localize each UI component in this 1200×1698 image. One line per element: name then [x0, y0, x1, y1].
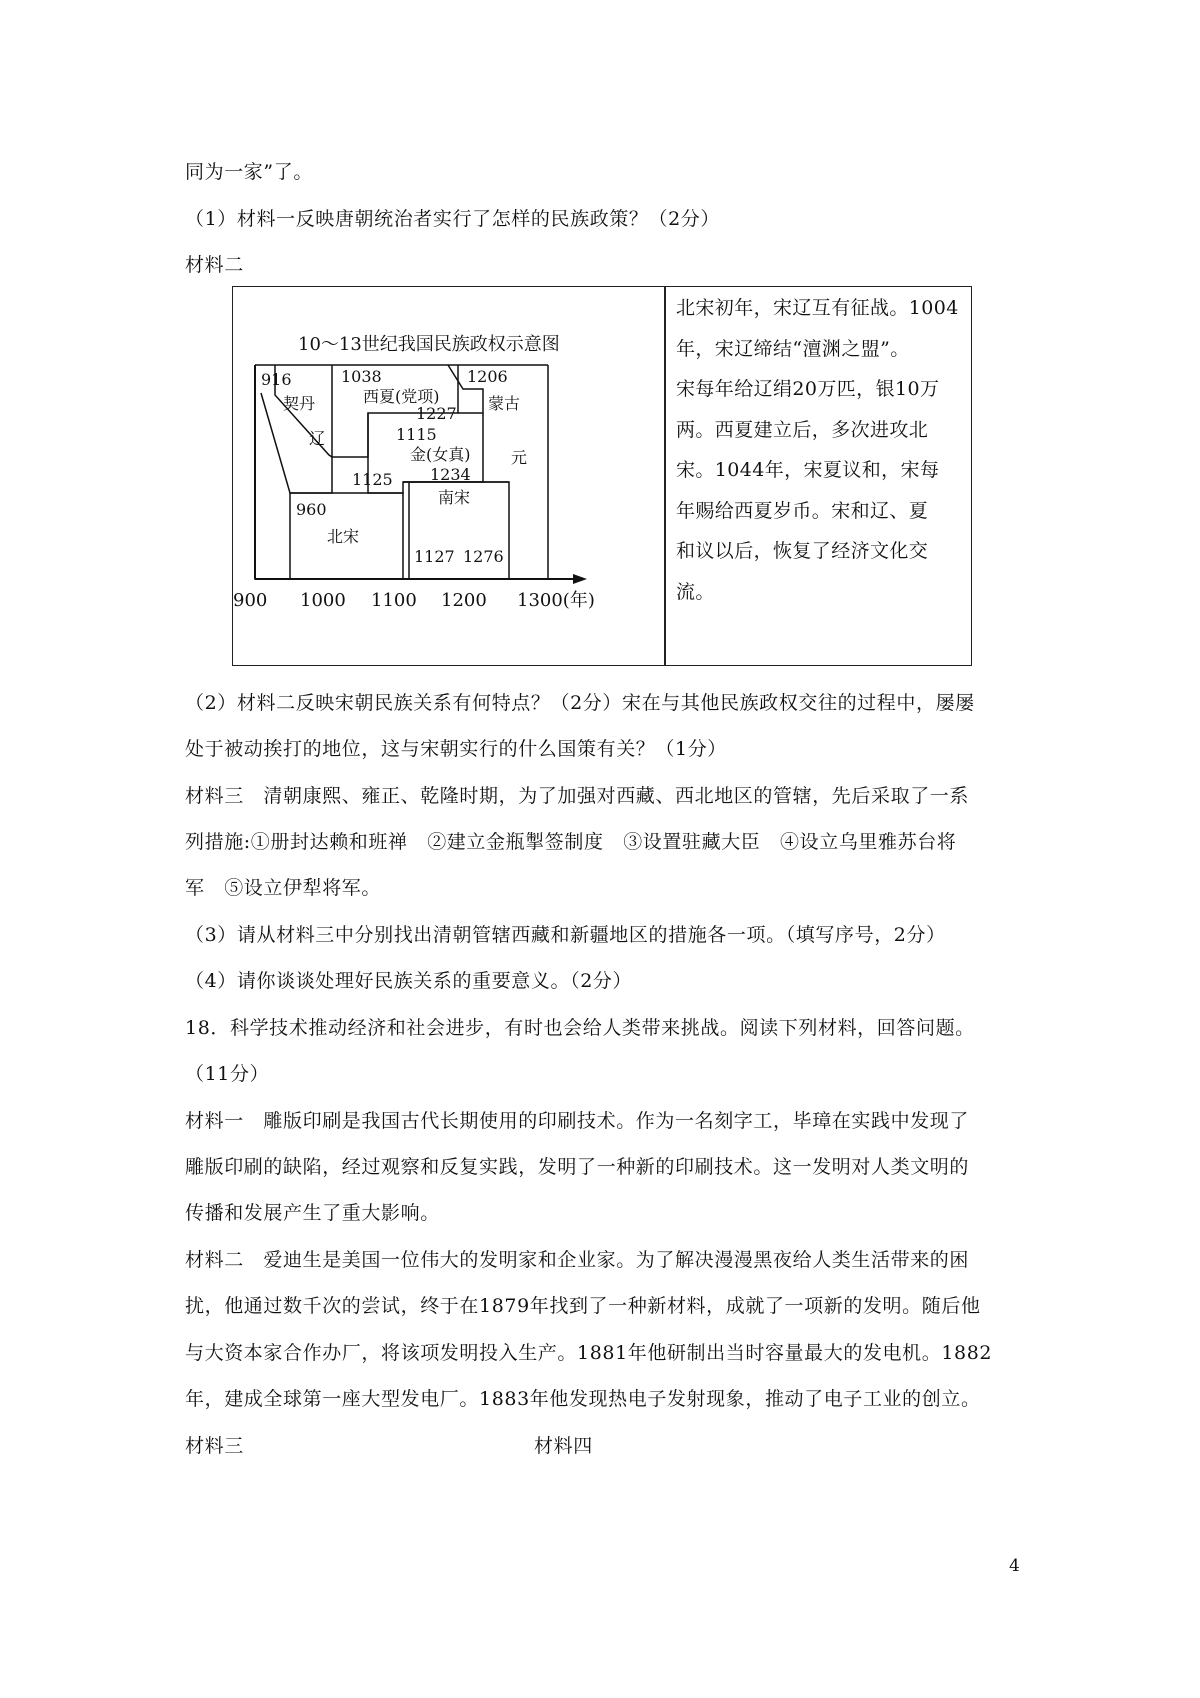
menggu-start: 1206: [467, 367, 508, 386]
side-text-line: 年，宋辽缔结“澶渊之盟”。: [676, 337, 910, 360]
liao-name: 契丹: [283, 394, 316, 413]
tick-label: 1200: [441, 590, 487, 611]
side-text-line: 流。: [676, 580, 715, 603]
xixia-start: 1038: [341, 367, 382, 386]
question-4: （4）请你谈谈处理好民族关系的重要意义。（2分）: [185, 970, 633, 992]
diagram-title: 10～13世纪我国民族政权示意图: [298, 334, 560, 355]
xixia-name: 西夏(党项): [363, 387, 440, 406]
side-text-line: 两。西夏建立后，多次进攻北: [676, 418, 929, 441]
side-text-line: 和议以后，恢复了经济文化交: [676, 540, 929, 562]
material-3-text: 列措施:①册封达赖和班禅 ②建立金瓶掣签制度 ③设置驻藏大臣 ④设立乌里雅苏台将: [185, 831, 957, 853]
beisong-name: 北宋: [327, 527, 360, 546]
x-axis-arrow: [573, 574, 587, 584]
q18-material-2: 材料二 爱迪生是美国一位伟大的发明家和企业家。为了解决漫漫黑夜给人类生活带来的困: [185, 1249, 970, 1271]
question-18-score: （11分）: [185, 1063, 270, 1085]
q18-material-2: 与大资本家合作办厂，将该项发明投入生产。1881年他研制出当时容量最大的发电机。1882: [185, 1342, 993, 1364]
side-text-line: 宋。1044年，宋夏议和，宋每: [676, 459, 940, 481]
material-3-text: 材料三 清朝康熙、雍正、乾隆时期，为了加强对西藏、西北地区的管辖，先后采取了一系: [185, 785, 970, 807]
liao-end: 1125: [352, 470, 393, 489]
jin-end: 1234: [430, 465, 471, 484]
q18-material-1: 材料一 雕版印刷是我国古代长期使用的印刷技术。作为一名刻字工，毕璋在实践中发现了: [185, 1110, 970, 1132]
text-line: 同为一家”了。: [185, 161, 313, 183]
ethnic-regimes-diagram: [233, 287, 663, 665]
nansong-end: 1276: [463, 547, 504, 566]
question-3: （3）请从材料三中分别找出清朝管辖西藏和新疆地区的措施各一项。（填写序号，2分）: [185, 924, 946, 946]
liao-start: 916: [261, 370, 292, 389]
liao-name-2: 辽: [309, 429, 326, 448]
side-text-line: 北宋初年，宋辽互有征战。1004: [676, 297, 959, 319]
material-3-label: 材料三: [185, 1435, 244, 1457]
material-2-label: 材料二: [185, 254, 244, 276]
menggu-name: 蒙古: [488, 394, 521, 413]
nansong-start: 1127: [414, 547, 455, 566]
tick-label: 900: [233, 590, 268, 611]
tick-label: 1100: [371, 590, 417, 611]
beisong-start: 960: [296, 500, 327, 519]
question-2-cont: 处于被动挨打的地位，这与宋朝实行的什么国策有关？（1分）: [185, 738, 727, 760]
question-1: （1）材料一反映唐朝统治者实行了怎样的民族政策？（2分）: [185, 208, 720, 230]
box-divider: [664, 286, 666, 666]
question-18-title: 18．科学技术推动经济和社会进步，有时也会给人类带来挑战。阅读下列材料，回答问题。: [185, 1017, 975, 1039]
q18-material-2: 扰，他通过数千次的尝试，终于在1879年找到了一种新材料，成就了一项新的发明。随后他: [185, 1295, 981, 1317]
nansong-name: 南宋: [438, 488, 471, 507]
q18-material-1: 传播和发展产生了重大影响。: [185, 1202, 440, 1224]
tick-label: 1300(年): [517, 590, 595, 611]
side-text-line: 年赐给西夏岁币。宋和辽、夏: [676, 499, 929, 522]
q18-material-2: 年，建成全球第一座大型发电厂。1883年他发现热电子发射现象，推动了电子工业的创立。: [185, 1388, 981, 1410]
q18-material-1: 雕版印刷的缺陷，经过观察和反复实践，发明了一种新的印刷技术。这一发明对人类文明的: [185, 1156, 970, 1178]
question-2: （2）材料二反映宋朝民族关系有何特点？（2分）宋在与其他民族政权交往的过程中，屡屡: [185, 692, 975, 714]
material-3-text: 军 ⑤设立伊犁将军。: [185, 877, 382, 899]
yuan-name: 元: [511, 448, 528, 467]
xixia-end: 1227: [416, 404, 457, 423]
jin-start: 1115: [396, 425, 437, 444]
tick-label: 1000: [300, 590, 346, 611]
material-4-label: 材料四: [534, 1435, 593, 1457]
material-2-text: [676, 288, 966, 612]
page-number: 4: [1009, 1556, 1020, 1576]
jin-name: 金(女真): [410, 445, 471, 464]
side-text-line: 宋每年给辽绢20万匹，银10万: [676, 378, 940, 400]
